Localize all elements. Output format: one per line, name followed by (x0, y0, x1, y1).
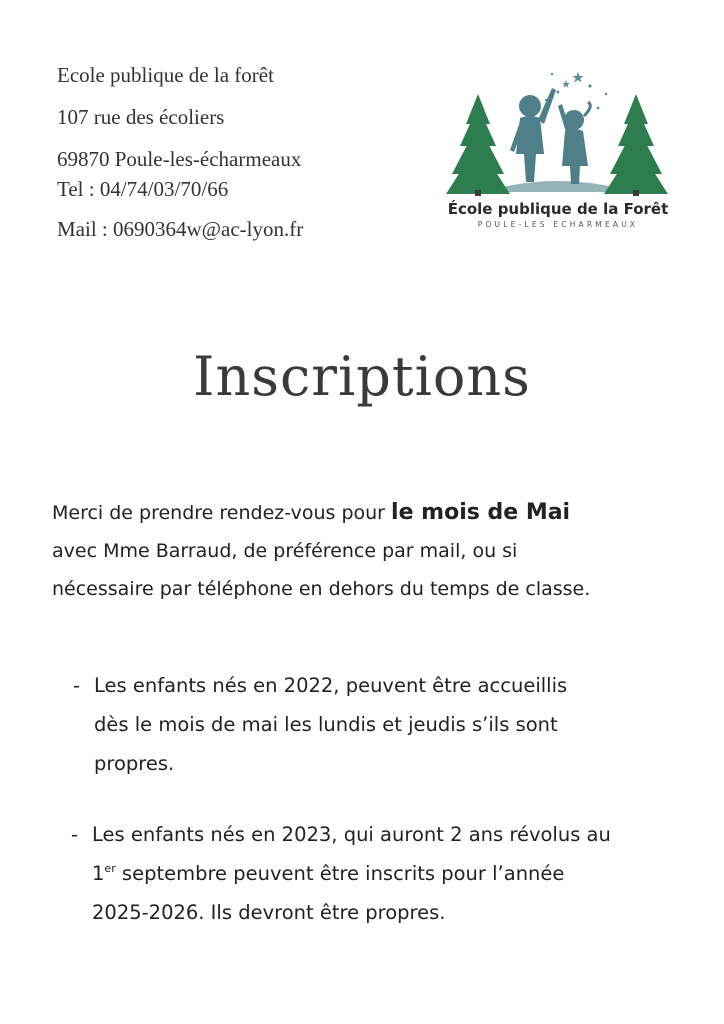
address-phone: Tel : 04/74/03/70/66 (57, 177, 229, 201)
bullet-line: dès le mois de mai les lundis et jeudis s’ils sont (94, 713, 558, 736)
tree-left-icon (446, 94, 510, 196)
intro-paragraph (52, 494, 590, 608)
intro-highlight: le mois de Mai (391, 500, 571, 525)
address-street: 107 rue des écoliers (57, 105, 225, 129)
bullet-line: propres. (94, 752, 175, 775)
logo-town: POULE-LES ECHARMEAUX (477, 220, 639, 229)
address-school-name: Ecole publique de la forêt (57, 63, 274, 87)
bullet-dash: - (71, 823, 79, 846)
child-silhouette-icon (558, 102, 590, 184)
ordinal-suffix: er (104, 862, 116, 875)
bullet-text: septembre peuvent être inscrits pour l’année (115, 862, 565, 885)
bullet-line: Les enfants nés en 2023, qui auront 2 ans révolus au (92, 823, 611, 846)
bullet-line: Les enfants nés en 2022, peuvent être accueillis (94, 674, 568, 697)
logo-school-name: École publique de la Forêt (447, 200, 669, 218)
intro-line-3: nécessaire par téléphone en dehors du temps de classe. (52, 578, 591, 600)
school-logo (438, 66, 678, 236)
ordinal-number: 1 (92, 862, 105, 885)
list-item (71, 815, 611, 932)
address-email: Mail : 0690364w@ac-lyon.fr (57, 217, 304, 241)
intro-line-1 (52, 494, 590, 532)
intro-text: Merci de prendre rendez-vous pour (52, 502, 392, 524)
list-item (73, 666, 568, 783)
child-silhouette-icon (510, 88, 556, 182)
logo-illustration (438, 66, 678, 196)
address-city: 69870 Poule-les-écharmeaux (57, 147, 302, 171)
tree-right-icon (604, 94, 668, 196)
bullet-dash: - (73, 674, 81, 697)
bullet-line (92, 854, 611, 893)
bullet-line: 2025-2026. Ils devront être propres. (92, 901, 446, 924)
intro-line-2: avec Mme Barraud, de préférence par mail, ou si (52, 540, 518, 562)
page-title: Inscriptions (193, 345, 531, 408)
